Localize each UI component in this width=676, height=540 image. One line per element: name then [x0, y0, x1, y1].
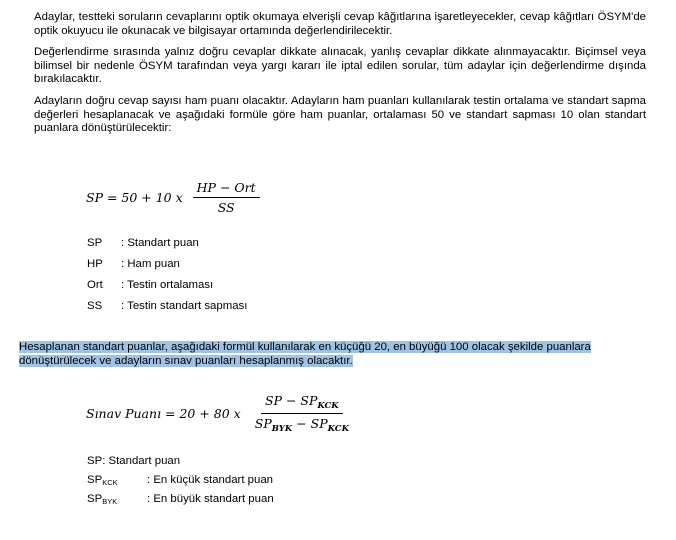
definition-desc: : Standart puan: [121, 237, 199, 249]
highlighted-paragraph[interactable]: [19, 340, 625, 368]
exam-score-formula: [86, 393, 353, 434]
formula2-denominator: [251, 414, 353, 434]
formula1-denominator: SS: [217, 200, 235, 215]
formula2-num-text: SP − SP: [265, 393, 318, 408]
definition-list-2: [87, 454, 274, 511]
definition-item: [87, 454, 274, 473]
definition-abbr: SS: [87, 300, 103, 312]
formula2-den-text-a: SP: [254, 416, 272, 431]
definition-item: [87, 278, 247, 299]
standard-score-formula: [86, 180, 260, 215]
formula1-lhs: SP = 50 + 10 x: [86, 190, 183, 205]
definition-list-1: [87, 236, 247, 320]
formula2-num-sub: KCK: [317, 401, 339, 411]
formula2-numerator: [261, 393, 343, 414]
text-selection[interactable]: Hesaplanan standart puanlar, aşağıdaki formül kullanılarak en küçüğü 20, en büyüğü 100 olacak şekilde puanlara dönüştürülecek ve adayların sınav puanları hesaplanmış olacaktır.: [19, 341, 591, 367]
definition-desc: : Testin standart sapması: [121, 300, 248, 312]
formula1-numerator: HP − Ort: [193, 180, 260, 198]
paragraph-optical-reading: Adaylar, testteki soruların cevaplarını optik okumaya elverişli cevap kâğıtlarına işaretleyecekler, cevap kâğıtları ÖSYM'de optik okuyucu ile okunacak ve bilgisayar ortamında değerlendirilecektir.: [34, 11, 646, 37]
formula2-den-sub-a: BYK: [271, 424, 293, 434]
definition-abbr: $SP_{BYK}$: [87, 493, 118, 506]
formula2-den-text-b: − SP: [292, 416, 328, 431]
paragraph-evaluation-rules: Değerlendirme sırasında yalnız doğru cevaplar dikkate alınacak, yanlış cevaplar dikkate alınmayacaktır. Biçimsel veya bilimsel bir nedenle ÖSYM tarafından veya yargı kararı ile iptal edilen sorular, tüm adaylar için değerlendirme dışında bırakılacaktır.: [34, 46, 646, 86]
formula2-den-sub-b: KCK: [327, 424, 349, 434]
definition-abbr: $SP_{KCK}$: [87, 474, 118, 487]
definition-item: [87, 492, 274, 511]
paragraph-raw-score: Adayların doğru cevap sayısı ham puanı olacaktır. Adayların ham puanları kullanılarak testin ortalama ve standart sapma değerleri hesaplanacak ve aşağıdaki formüle göre ham puanlar, ortalaması 50 ve standart sapması 10 olan standart puanlara dönüştürülecektir:: [34, 95, 646, 135]
formula2-lhs: Sınav Puanı = 20 + 80 x: [86, 406, 241, 421]
definition-abbr: Ort: [87, 279, 103, 291]
definition-item: [87, 236, 247, 257]
definition-item: [87, 257, 247, 278]
definition-desc: : En küçük standart puan: [147, 474, 274, 486]
definition-sp-line: SP: Standart puan: [87, 455, 181, 467]
definition-desc: : Ham puan: [121, 258, 180, 270]
formula1-fraction: [193, 180, 260, 215]
definition-desc: : En büyük standart puan: [147, 493, 274, 505]
definition-desc: : Testin ortalaması: [121, 279, 214, 291]
formula2-fraction: [251, 393, 353, 434]
definition-item: [87, 299, 247, 320]
definition-item: [87, 473, 274, 492]
definition-abbr: SP: [87, 237, 103, 249]
definition-abbr: HP: [87, 258, 103, 270]
